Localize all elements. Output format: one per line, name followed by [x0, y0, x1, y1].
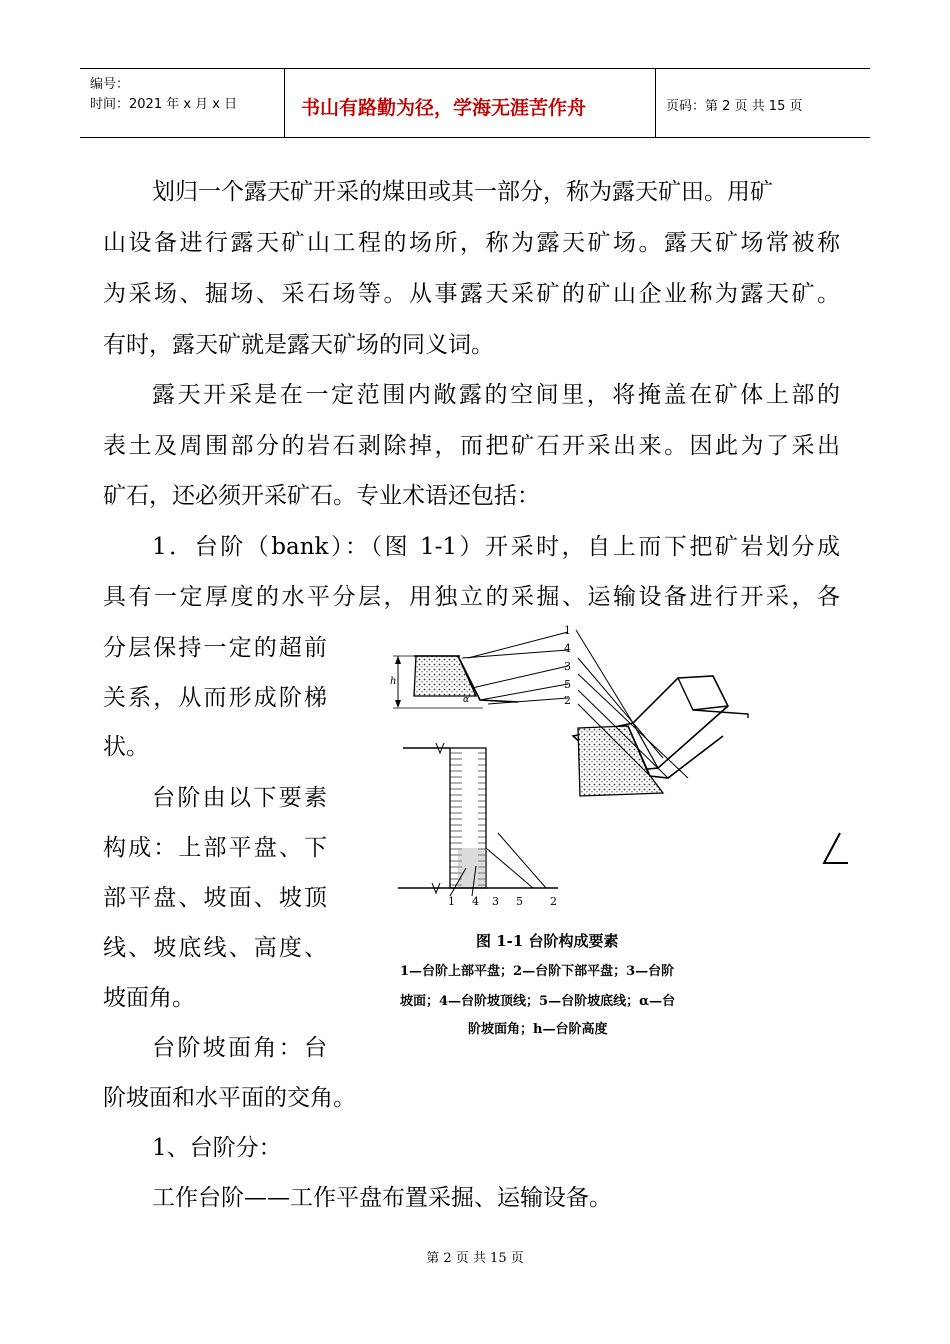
callout-label: 3 — [492, 895, 499, 908]
callout-label: 1 — [564, 624, 571, 637]
h-label: h — [390, 676, 397, 687]
paragraph-line: 部平盘、坡面、坡顶 — [103, 885, 327, 911]
callout-label: 3 — [564, 660, 571, 673]
callout-label: 5 — [564, 678, 571, 691]
paragraph-line: 表土及周围部分的岩石剥除掉，而把矿石开采出来。因此为了采出 — [103, 433, 840, 459]
header-table — [80, 68, 870, 138]
bench-diagram — [388, 618, 850, 1048]
alpha-label: α — [463, 695, 470, 705]
callout-label: 4 — [564, 642, 571, 655]
paragraph-line: 台阶由以下要素 — [152, 785, 327, 811]
callout-label: 1 — [448, 895, 455, 908]
figure-bench-elements — [388, 618, 850, 1048]
paragraph-line: 划归一个露天矿开采的煤田或其一部分，称为露天矿田。用矿 — [152, 179, 773, 205]
paragraph-line: 关系，从而形成阶梯 — [103, 685, 327, 711]
page-info: 页码：第 2 页 共 15 页 — [666, 99, 803, 114]
paragraph-line: 线、坡底线、高度、 — [103, 935, 327, 961]
header-page-cell — [656, 69, 870, 137]
callout-label: 4 — [472, 895, 479, 908]
motto: 书山有路勤为径，学海无涯苦作舟 — [301, 97, 587, 119]
upper-bench-rock — [414, 656, 476, 696]
callout-label: 2 — [550, 895, 557, 908]
callout-label: 5 — [516, 895, 523, 908]
paragraph-line: 山设备进行露天矿山工程的场所，称为露天矿场。露天矿场常被称 — [103, 230, 840, 256]
paragraph-line: 台阶坡面角：台 — [152, 1035, 327, 1061]
paragraph-line: 阶坡面和水平面的交角。 — [103, 1085, 356, 1111]
paragraph-line: 矿石，还必须开采矿石。专业术语还包括： — [103, 483, 540, 509]
paragraph-line: 为采场、掘场、采石场等。从事露天采矿的矿山企业称为露天矿。 — [103, 281, 840, 307]
fragment-mark — [824, 833, 848, 863]
paragraph-line: 坡面角。 — [103, 985, 195, 1011]
figure-caption-line: 坡面；4—台阶坡顶线；5—台阶坡底线；α—台 — [400, 994, 676, 1009]
figure-title: 图 1-1 台阶构成要素 — [476, 932, 619, 950]
figure-caption-line: 1—台阶上部平盘；2—台阶下部平盘；3—台阶 — [400, 964, 675, 979]
paragraph-line: 具有一定厚度的水平分层，用独立的采掘、运输设备进行开采，各 — [103, 584, 840, 610]
page-footer: 第 2 页 共 15 页 — [426, 1251, 524, 1266]
paragraph-line: 构成：上部平盘、下 — [103, 835, 327, 861]
paragraph-line: 有时，露天矿就是露天矿场的同义词。 — [103, 332, 494, 358]
time-label: 时间：2021 年 x 月 x 日 — [90, 97, 238, 112]
header-motto-cell — [285, 69, 656, 137]
paragraph-line: 1、台阶分： — [152, 1135, 282, 1161]
paragraph-line: 工作台阶——工作平盘布置采掘、运输设备。 — [152, 1185, 612, 1211]
paragraph-line: 1．台阶（bank）：（图 1-1）开采时，自上而下把矿岩划分成 — [152, 534, 840, 560]
paragraph-line: 状。 — [103, 734, 149, 760]
paragraph-line: 露天开采是在一定范围内敞露的空间里，将掩盖在矿体上部的 — [152, 382, 840, 408]
number-label: 编号： — [90, 77, 130, 92]
callout-label: 2 — [564, 694, 571, 707]
figure-caption-line: 阶坡面角；h—台阶高度 — [468, 1022, 608, 1037]
header-meta-cell — [80, 69, 285, 137]
paragraph-line: 分层保持一定的超前 — [103, 635, 327, 661]
